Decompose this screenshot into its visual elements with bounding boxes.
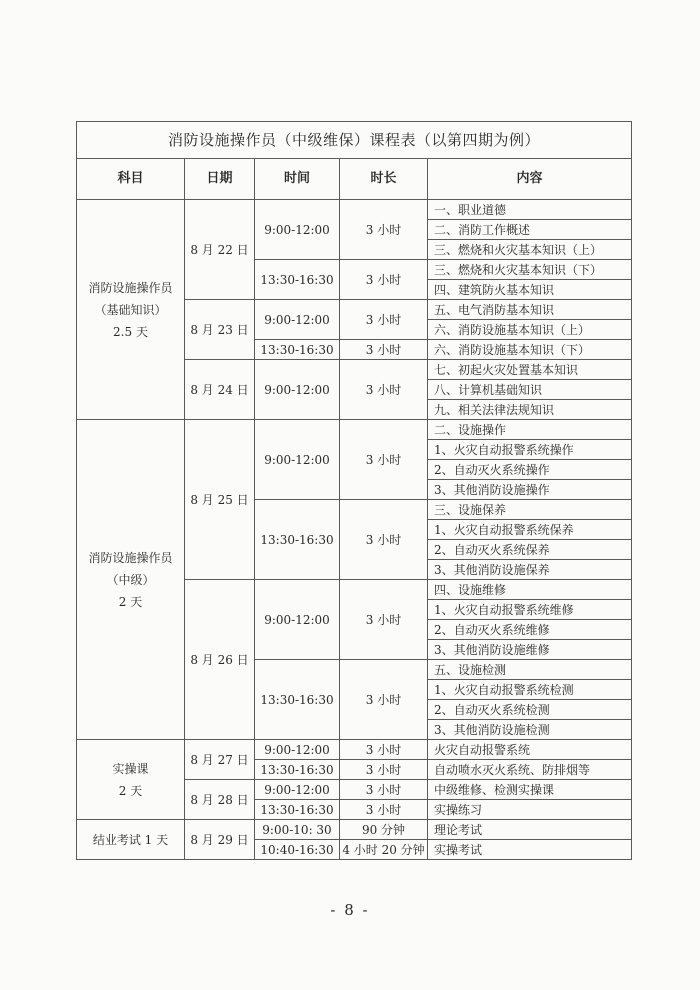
- table-row: [77, 820, 632, 840]
- header-subject: 科目: [77, 159, 185, 200]
- time-cell: 13:30-16:30: [255, 260, 340, 300]
- content-cell: 三、燃烧和火灾基本知识（下）: [428, 260, 632, 280]
- time-cell: 13:30-16:30: [255, 660, 340, 740]
- content-cell: 理论考试: [428, 820, 632, 840]
- content-cell: 五、设施检测: [428, 660, 632, 680]
- content-cell: 八、计算机基础知识: [428, 380, 632, 400]
- duration-cell: 3 小时: [340, 760, 428, 780]
- duration-cell: 3 小时: [340, 780, 428, 800]
- time-cell: 13:30-16:30: [255, 760, 340, 780]
- subject-cell: [77, 420, 185, 740]
- duration-cell: 3 小时: [340, 200, 428, 260]
- content-cell: 3、其他消防设施维修: [428, 640, 632, 660]
- content-cell: 2、自动灭火系统操作: [428, 460, 632, 480]
- date-cell: 8 月 27 日: [185, 740, 255, 780]
- duration-cell: 3 小时: [340, 340, 428, 360]
- date-cell: 8 月 28 日: [185, 780, 255, 820]
- content-cell: 六、消防设施基本知识（上）: [428, 320, 632, 340]
- content-cell: 1、火灾自动报警系统维修: [428, 600, 632, 620]
- duration-cell: 3 小时: [340, 420, 428, 500]
- time-cell: 9:00-12:00: [255, 360, 340, 420]
- duration-cell: 90 分钟: [340, 820, 428, 840]
- time-cell: 13:30-16:30: [255, 500, 340, 580]
- duration-cell: 3 小时: [340, 800, 428, 820]
- content-cell: 3、其他消防设施检测: [428, 720, 632, 740]
- content-cell: 1、火灾自动报警系统操作: [428, 440, 632, 460]
- table-row: [77, 740, 632, 760]
- content-cell: 实操考试: [428, 840, 632, 860]
- header-duration: 时长: [340, 159, 428, 200]
- time-cell: 9:00-12:00: [255, 740, 340, 760]
- content-cell: 3、其他消防设施保养: [428, 560, 632, 580]
- subject-line: 消防设施操作员: [88, 550, 173, 565]
- content-cell: 二、设施操作: [428, 420, 632, 440]
- content-cell: 3、其他消防设施操作: [428, 480, 632, 500]
- header-time: 时间: [255, 159, 340, 200]
- time-cell: 9:00-12:00: [255, 780, 340, 800]
- duration-cell: 3 小时: [340, 660, 428, 740]
- content-cell: 2、自动灭火系统维修: [428, 620, 632, 640]
- page-number: - 8 -: [330, 901, 370, 919]
- subject-line: （基础知识）: [94, 302, 167, 317]
- date-cell: 8 月 29 日: [185, 820, 255, 860]
- subject-line: 2.5 天: [113, 324, 148, 339]
- content-cell: 九、相关法律法规知识: [428, 400, 632, 420]
- subject-cell: [77, 820, 185, 860]
- header-content: 内容: [428, 159, 632, 200]
- time-cell: 9:00-12:00: [255, 420, 340, 500]
- date-cell: 8 月 22 日: [185, 200, 255, 300]
- content-cell: 一、职业道德: [428, 200, 632, 220]
- time-cell: 9:00-12:00: [255, 200, 340, 260]
- time-cell: 13:30-16:30: [255, 340, 340, 360]
- content-cell: 二、消防工作概述: [428, 220, 632, 240]
- duration-cell: 3 小时: [340, 360, 428, 420]
- content-cell: 三、燃烧和火灾基本知识（上）: [428, 240, 632, 260]
- content-cell: 中级维修、检测实操课: [428, 780, 632, 800]
- content-cell: 六、消防设施基本知识（下）: [428, 340, 632, 360]
- content-cell: 火灾自动报警系统: [428, 740, 632, 760]
- content-cell: 实操练习: [428, 800, 632, 820]
- subject-line: 消防设施操作员: [88, 280, 173, 295]
- date-cell: 8 月 26 日: [185, 580, 255, 740]
- course-schedule-table: [76, 121, 632, 860]
- content-cell: 2、自动灭火系统检测: [428, 700, 632, 720]
- subject-line: 结业考试 1 天: [92, 832, 169, 847]
- subject-line: 实操课: [112, 761, 149, 776]
- content-cell: 1、火灾自动报警系统保养: [428, 520, 632, 540]
- content-cell: 1、火灾自动报警系统检测: [428, 680, 632, 700]
- time-cell: 9:00-12:00: [255, 580, 340, 660]
- subject-cell: [77, 200, 185, 420]
- subject-line: （中级）: [106, 572, 155, 587]
- duration-cell: 3 小时: [340, 260, 428, 300]
- duration-cell: 3 小时: [340, 740, 428, 760]
- time-cell: 9:00-12:00: [255, 300, 340, 340]
- content-cell: 自动喷水灭火系统、防排烟等: [428, 760, 632, 780]
- content-cell: 四、设施维修: [428, 580, 632, 600]
- table-row: [77, 200, 632, 220]
- time-cell: 10:40-16:30: [255, 840, 340, 860]
- schedule-body: [77, 200, 632, 860]
- time-cell: 9:00-10: 30: [255, 820, 340, 840]
- table-row: [77, 420, 632, 440]
- content-cell: 四、建筑防火基本知识: [428, 280, 632, 300]
- time-cell: 13:30-16:30: [255, 800, 340, 820]
- duration-cell: 3 小时: [340, 580, 428, 660]
- date-cell: 8 月 23 日: [185, 300, 255, 360]
- duration-cell: 3 小时: [340, 300, 428, 340]
- duration-cell: 4 小时 20 分钟: [340, 840, 428, 860]
- subject-line: 2 天: [118, 783, 143, 798]
- header-date: 日期: [185, 159, 255, 200]
- table-title: 消防设施操作员（中级维保）课程表（以第四期为例）: [77, 122, 632, 159]
- content-cell: 七、初起火灾处置基本知识: [428, 360, 632, 380]
- subject-line: 2 天: [118, 594, 143, 609]
- content-cell: 五、电气消防基本知识: [428, 300, 632, 320]
- duration-cell: 3 小时: [340, 500, 428, 580]
- content-cell: 2、自动灭火系统保养: [428, 540, 632, 560]
- date-cell: 8 月 25 日: [185, 420, 255, 580]
- subject-cell: [77, 740, 185, 820]
- date-cell: 8 月 24 日: [185, 360, 255, 420]
- content-cell: 三、设施保养: [428, 500, 632, 520]
